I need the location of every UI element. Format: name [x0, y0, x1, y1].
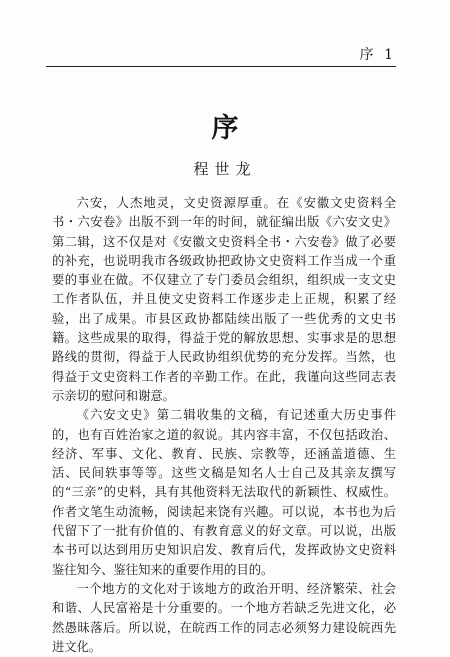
- paragraph: 六安，人杰地灵，文史资源厚重。在《安徽文史资料全书・六安卷》出版不到一年的时间，就征编出版《六安文史》第二辑，这不仅是对《安徽文史资料全书・六安卷》做了必要的补充，也说明我市各级政协把政协文史资料工作当成一个重要的事业在做。不仅建立了专门委员会组织，组织成一支文史工作者队伍，并且使文史资料工作逐步走上正规，积累了经验，出了成果。市县区政协都陆续出版了一些优秀的文史书籍。这些成果的取得，得益于党的解放思想、实事求是的思想路线的贯彻，得益于人民政协组织优势的充分发挥。当然，也得益于文史资料工作者的辛勤工作。在此，我谨向这些同志表示亲切的慰问和谢意。: [52, 196, 396, 403]
- page-number: 1: [384, 47, 396, 63]
- body-text: [52, 194, 396, 657]
- running-head: [360, 44, 396, 64]
- running-title: 序: [359, 47, 377, 63]
- paragraph: 一个地方的文化对于该地方的政治开明、经济繁荣、社会和谐、人民富裕是十分重要的。一个地方若缺乏先进文化，必然愚昧落后。所以说，在皖西工作的同志必须努力建设皖西先进文化。: [52, 581, 396, 654]
- paragraph: 《六安文史》第二辑收集的文稿，有记述重大历史事件的，也有百姓治家之道的叙说。其内容丰富，不仅包括政治、经济、军事、文化、教育、民族、宗教等，还涵盖道德、生活、民间轶事等等。这些文稿是知名人士自己及其亲友撰写的“三亲”的史料，具有其他资料无法取代的新颖性、权威性。作者文笔生动流畅，阅读起来饶有兴趣。可以说，本书也为后代留下了一批有价值的、有教育意义的好文章。可以说，出版本书可以达到用历史知识启发、教育后代，发挥政协文史资料鉴往知今、鉴往知来的重要作用的目的。: [52, 408, 396, 577]
- author-name: 程世龙: [193, 160, 257, 178]
- header-rule: [46, 66, 396, 67]
- page-title: 序: [211, 113, 239, 144]
